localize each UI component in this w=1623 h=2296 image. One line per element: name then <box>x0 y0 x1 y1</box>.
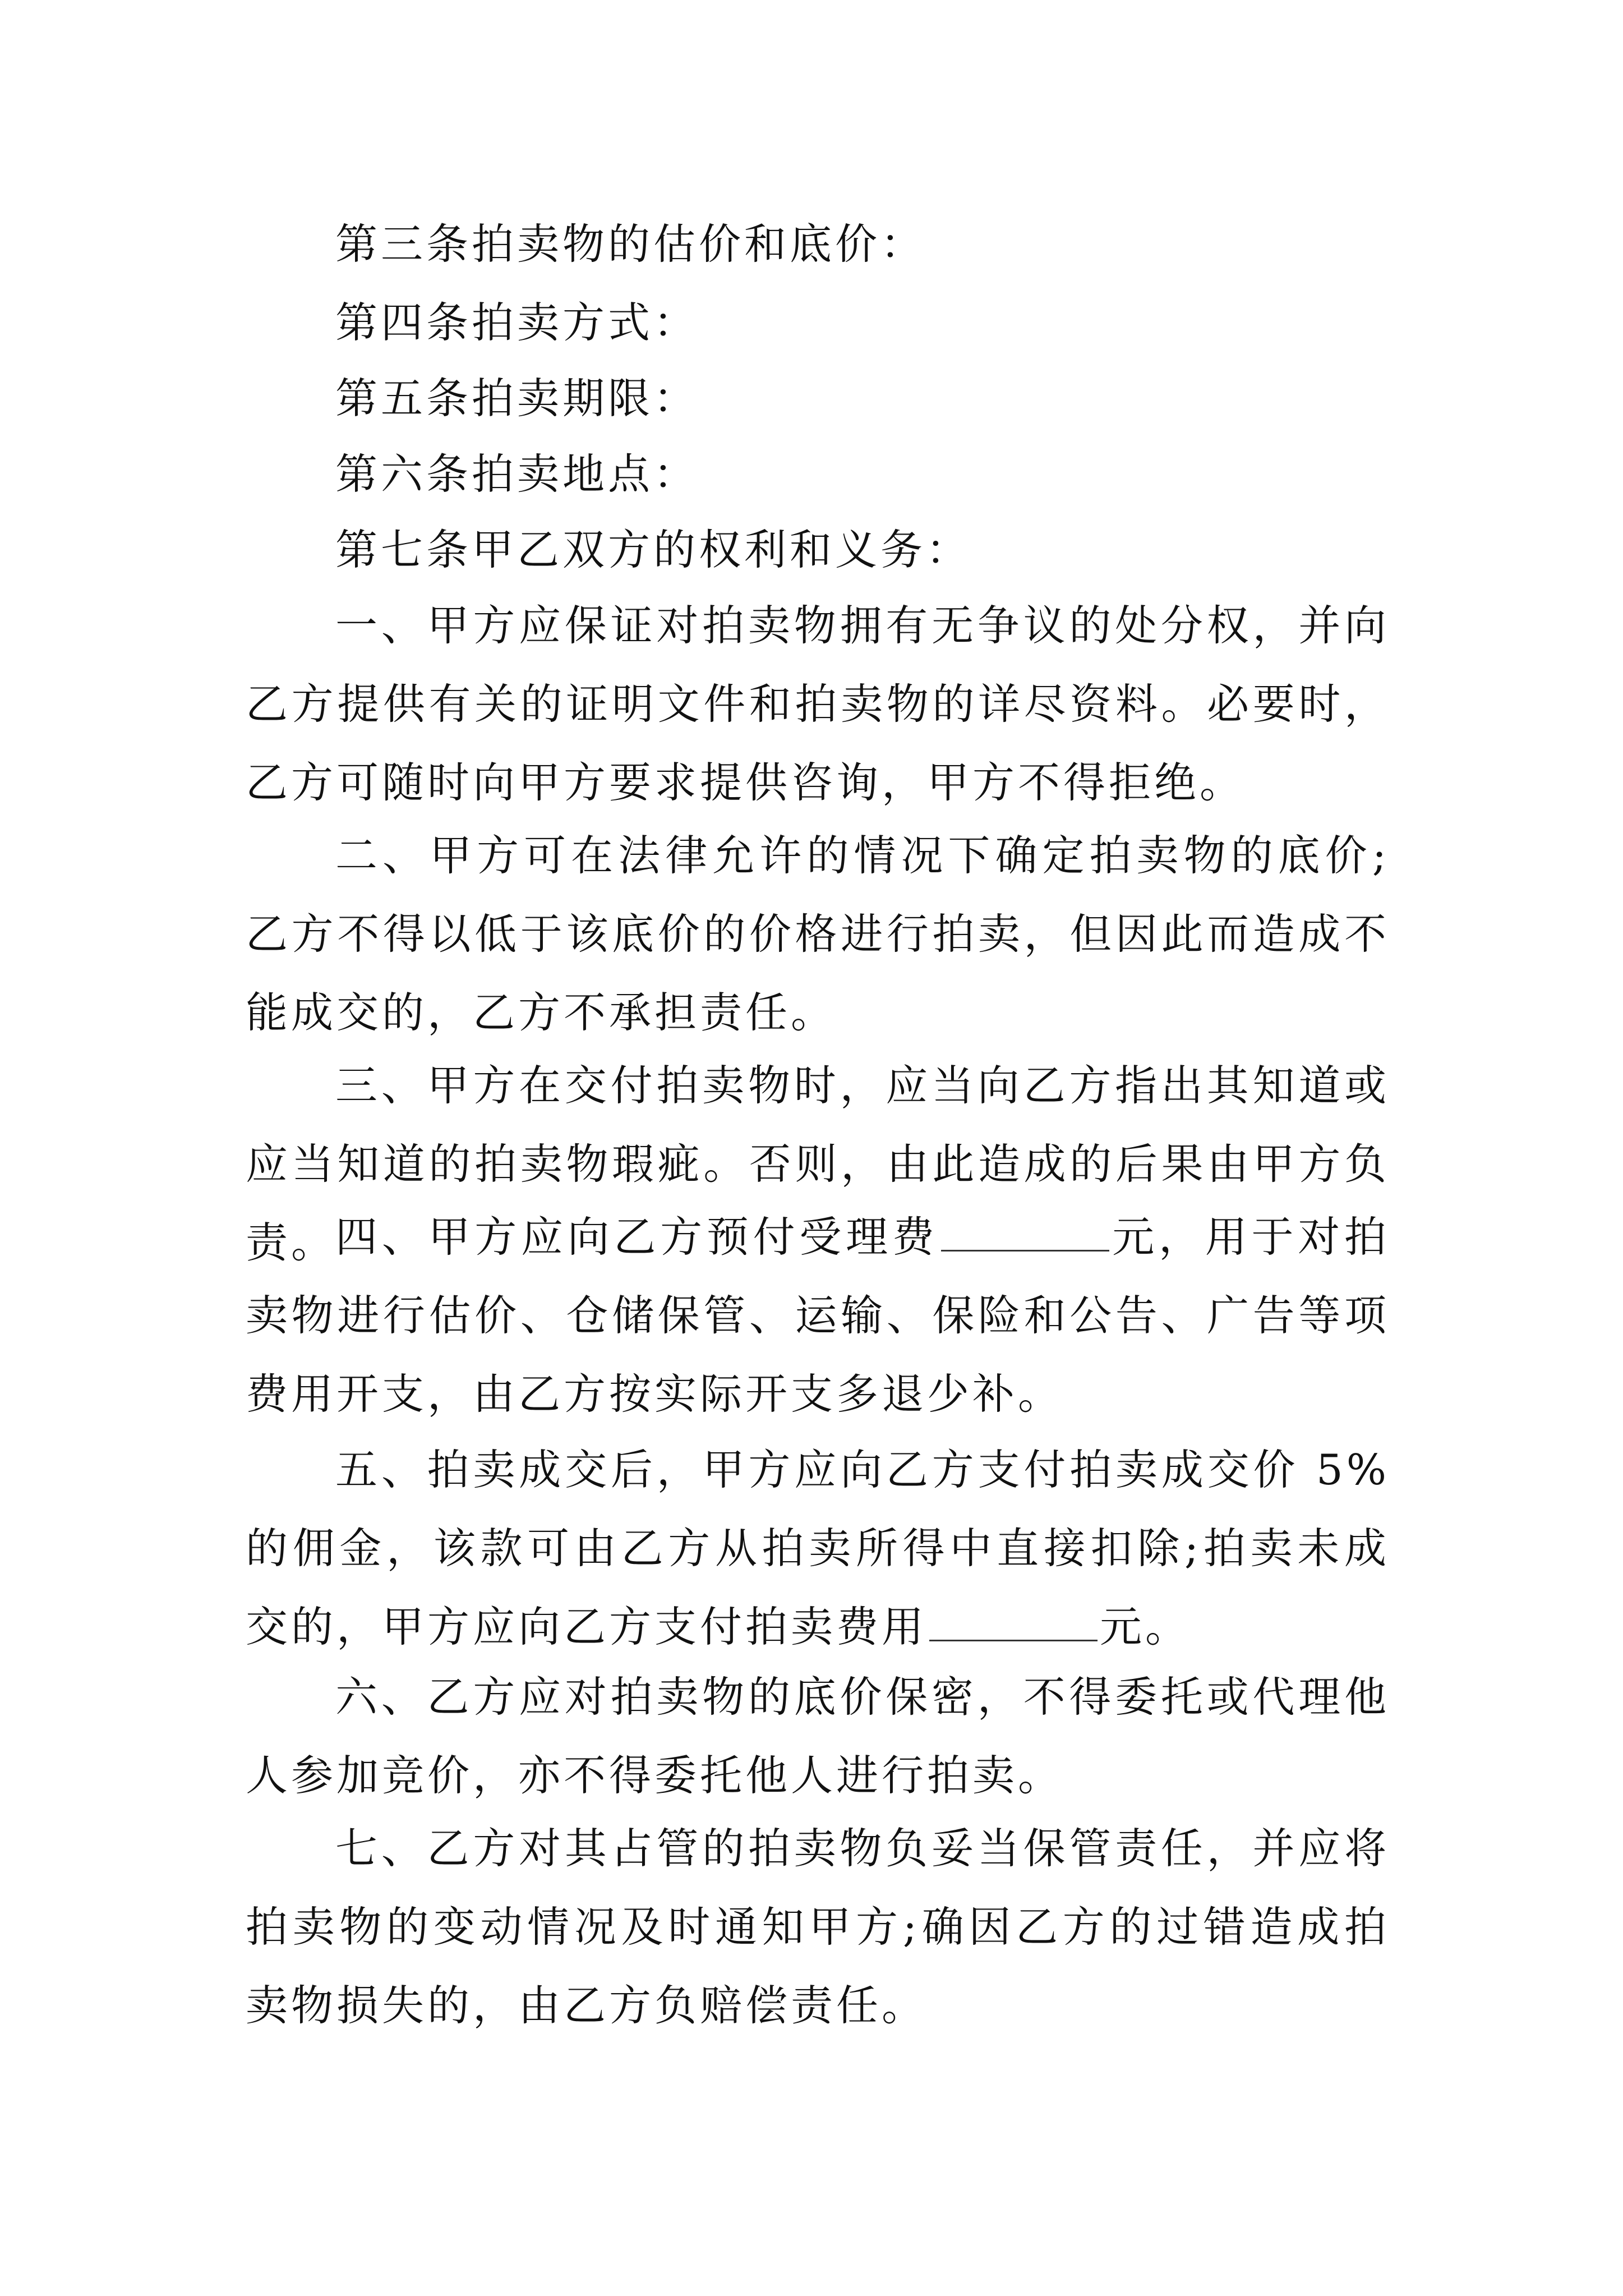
article-6-heading: 第六条拍卖地点： <box>335 449 699 499</box>
article-7-heading: 第七条甲乙双方的权利和义务： <box>335 525 972 574</box>
clause-4 <box>246 1198 1390 1433</box>
clause-2: 二、甲方可在法律允许的情况下确定拍卖物的底价;乙方不得以低于该底价的价格进行拍卖，但因此而造成不能成交的，乙方不承担责任。 <box>246 831 1390 1037</box>
clause-5-text-after: 元。 <box>1100 1602 1191 1651</box>
article-4-heading: 第四条拍卖方式： <box>335 298 699 347</box>
clause-4-text-after: 元，用于对拍卖物进行估价、仓储保管、运输、保险和公告、广告等项费用开支，由乙方按实际开支多退少补。 <box>246 1212 1390 1419</box>
auction-fee-blank-field <box>929 1600 1098 1641</box>
clause-6: 六、乙方应对拍卖物的底价保密，不得委托或代理他人参加竞价，亦不得委托他人进行拍卖。 <box>246 1672 1390 1800</box>
fee-blank-field <box>941 1211 1109 1251</box>
clause-7: 七、乙方对其占管的拍卖物负妥当保管责任，并应将拍卖物的变动情况及时通知甲方;确因乙方的过错造成拍卖物损失的，由乙方负赔偿责任。 <box>246 1824 1390 2030</box>
clause-5-text-before: 五、拍卖成交后，甲方应向乙方支付拍卖成交价 5%的佣金，该款可由乙方从拍卖所得中直接扣除;拍卖未成交的，甲方应向乙方支付拍卖费用 <box>246 1445 1390 1651</box>
clause-5 <box>246 1430 1390 1666</box>
article-5-heading: 第五条拍卖期限： <box>335 374 699 423</box>
clause-4-text-before: 四、甲方应向乙方预付受理费 <box>335 1212 939 1262</box>
clause-1: 一、甲方应保证对拍卖物拥有无争议的处分权，并向乙方提供有关的证明文件和拍卖物的详尽资料。必要时，乙方可随时向甲方要求提供咨询，甲方不得拒绝。 <box>246 601 1390 807</box>
clause-3: 三、甲方在交付拍卖物时，应当向乙方指出其知道或应当知道的拍卖物瑕疵。否则，由此造成的后果由甲方负责。 <box>246 1061 1390 1267</box>
article-3-heading: 第三条拍卖物的估价和底价： <box>335 219 926 269</box>
